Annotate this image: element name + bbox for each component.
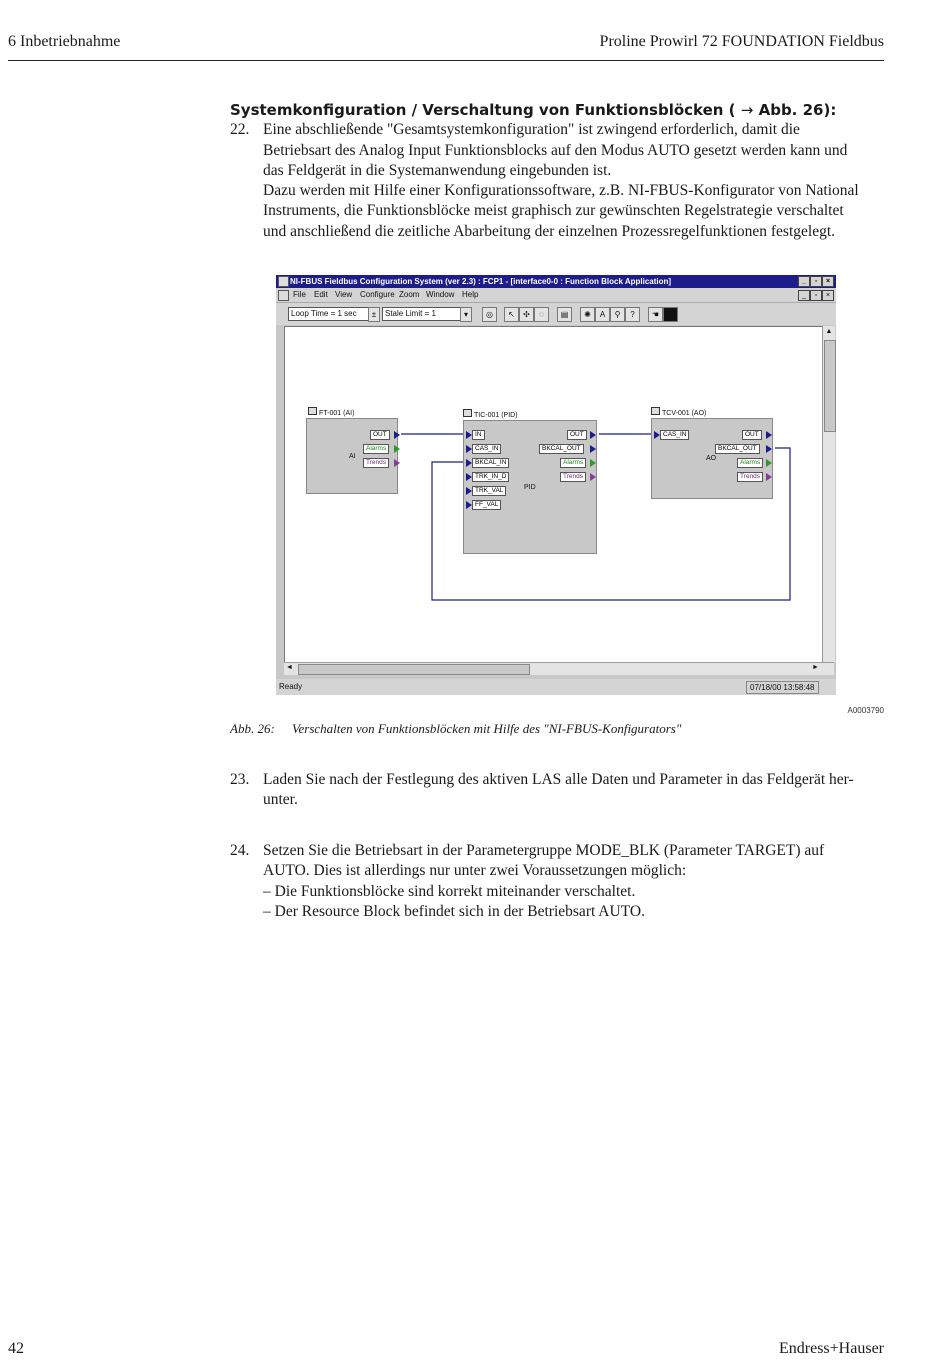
- app-icon: [278, 276, 289, 287]
- figure-label: Abb. 26:: [230, 721, 275, 736]
- step-number: 24.: [230, 842, 250, 859]
- port-arrow-icon: [394, 431, 400, 439]
- status-text: Ready: [279, 682, 303, 691]
- step-line: unter.: [263, 791, 298, 809]
- horizontal-scrollbar[interactable]: [284, 662, 834, 675]
- block-tcv-001[interactable]: [651, 418, 773, 499]
- block-type-label: AO: [706, 455, 717, 462]
- block-tic-title: TIC-001 (PID): [463, 409, 518, 419]
- function-block-canvas[interactable]: [284, 326, 824, 664]
- text-icon[interactable]: A: [595, 307, 610, 322]
- header-chapter: 6 Inbetriebnahme: [8, 33, 121, 50]
- block-tic-001[interactable]: [463, 420, 597, 554]
- port-trends[interactable]: Trends: [737, 472, 763, 482]
- block-ft-001[interactable]: [306, 418, 398, 494]
- block-ft-title: FT-001 (AI): [308, 407, 354, 417]
- block-icon: [651, 407, 660, 415]
- loop-time-select[interactable]: Loop Time = 1 sec: [288, 307, 370, 321]
- port-trk-in-d[interactable]: TRK_IN_D: [472, 472, 509, 482]
- step-line: und anschließend die zeitliche Abarbeitung der einzelnen Prozessregelfunktionen festgelegt.: [263, 222, 836, 240]
- header-product: Proline Prowirl 72 FOUNDATION Fieldbus: [599, 33, 884, 50]
- figure-caption: Verschalten von Funktionsblöcken mit Hilfe des "NI-FBUS-Konfigurators": [292, 721, 682, 736]
- port-trends[interactable]: Trends: [560, 472, 586, 482]
- port-out[interactable]: OUT: [742, 430, 762, 440]
- step-23: [230, 770, 885, 811]
- step-line: Betriebsart des Analog Input Funktionsblocks auf den Modus AUTO gesetzt werden kann und: [263, 141, 848, 159]
- footer-brand: Endress+Hauser: [779, 1340, 884, 1357]
- step-line: Setzen Sie die Betriebsart in der Parametergruppe MODE_BLK (Parameter TARGET) auf: [263, 842, 825, 859]
- port-arrow-icon: [766, 459, 772, 467]
- block-tcv-title: TCV-001 (AO): [651, 407, 706, 417]
- menu-bar: [276, 288, 836, 302]
- step-line: Instruments, die Funktionsblöcke meist graphisch zur gewünschten Regelstrategie verschaltet: [263, 202, 844, 220]
- port-arrow-icon: [766, 431, 772, 439]
- port-arrow-icon: [590, 473, 596, 481]
- dropdown-icon[interactable]: ▾: [460, 307, 472, 322]
- step-line: AUTO. Dies ist allerdings nur unter zwei Voraussetzungen möglich:: [263, 862, 687, 880]
- stop-icon[interactable]: [663, 307, 678, 322]
- step-24-block: [230, 841, 885, 922]
- port-out[interactable]: OUT: [567, 430, 587, 440]
- menu-view[interactable]: View: [335, 290, 353, 299]
- help-icon[interactable]: ?: [625, 307, 640, 322]
- port-cas-in[interactable]: CAS_IN: [472, 444, 501, 454]
- zoom-icon[interactable]: ⚲: [610, 307, 625, 322]
- port-arrow-icon: [766, 445, 772, 453]
- scroll-thumb[interactable]: [824, 340, 836, 432]
- menu-edit[interactable]: Edit: [314, 290, 328, 299]
- step-line: Laden Sie nach der Festlegung des aktiven LAS alle Daten und Parameter in das Feldgerät her-: [263, 771, 854, 788]
- step-line: das Feldgerät in die Systemanwendung eingebunden ist.: [263, 161, 612, 179]
- scroll-right-icon[interactable]: ►: [812, 664, 819, 671]
- step-line: Dazu werden mit Hilfe einer Konfigurationssoftware, z.B. NI-FBUS-Konfigurator von National: [263, 182, 859, 200]
- section-heading: [230, 100, 885, 120]
- stale-limit-select[interactable]: Stale Limit = 1: [382, 307, 462, 321]
- port-arrow-icon: [590, 431, 596, 439]
- block-icon: [308, 407, 317, 415]
- minimize-icon[interactable]: _: [798, 276, 810, 287]
- port-arrow-icon: [590, 459, 596, 467]
- print-icon[interactable]: ▤: [557, 307, 572, 322]
- download-icon[interactable]: ◎: [482, 307, 497, 322]
- port-arrow-icon: [766, 473, 772, 481]
- step-24: [230, 841, 885, 922]
- port-bkcal-out[interactable]: BKCAL_OUT: [539, 444, 584, 454]
- port-arrow-icon: [394, 445, 400, 453]
- section-heading-text: Systemkonfiguration / Verschaltung von Funktionsblöcken (: [230, 101, 736, 119]
- port-bkcal-in[interactable]: BKCAL_IN: [472, 458, 509, 468]
- block-type-label: AI: [349, 453, 356, 460]
- status-timestamp: 07/18/00 13:58:48: [746, 681, 819, 694]
- port-in[interactable]: IN: [472, 430, 485, 440]
- step-number: 22.: [230, 121, 250, 139]
- port-arrow-icon: [394, 459, 400, 467]
- arrow-right-icon: →: [740, 101, 754, 119]
- step-number: 23.: [230, 771, 250, 788]
- window-title: NI-FBUS Fieldbus Configuration System (ver 2.3) : FCP1 - [interface0-0 : Function Block Application]: [290, 277, 672, 286]
- spin-icon[interactable]: ±: [368, 307, 380, 322]
- port-arrow-icon: [590, 445, 596, 453]
- page-number: 42: [8, 1340, 24, 1357]
- vertical-scrollbar[interactable]: [822, 326, 835, 662]
- port-cas-in[interactable]: CAS_IN: [660, 430, 689, 440]
- step-line: – Der Resource Block befindet sich in der Betriebsart AUTO.: [263, 902, 645, 920]
- window-titlebar: [276, 275, 836, 288]
- child-minimize-icon[interactable]: _: [798, 290, 810, 301]
- restore-icon[interactable]: ▫: [810, 276, 822, 287]
- lasso-icon[interactable]: ◌: [534, 307, 549, 322]
- port-bkcal-out[interactable]: BKCAL_OUT: [715, 444, 760, 454]
- scroll-thumb[interactable]: [298, 664, 530, 675]
- child-restore-icon[interactable]: ▫: [810, 290, 822, 301]
- port-out[interactable]: OUT: [370, 430, 390, 440]
- menu-file[interactable]: File: [293, 290, 306, 299]
- connect-icon[interactable]: ✣: [519, 307, 534, 322]
- step-line: Eine abschließende "Gesamtsystemkonfiguration" ist zwingend erforderlich, damit die: [263, 121, 800, 139]
- pointer-icon[interactable]: ↖: [504, 307, 519, 322]
- figure-id: A0003790: [847, 706, 884, 715]
- menu-window[interactable]: Window: [426, 290, 455, 299]
- step-line: – Die Funktionsblöcke sind korrekt miteinander verschaltet.: [263, 882, 636, 900]
- child-close-icon[interactable]: ×: [822, 290, 834, 301]
- step-22: [230, 120, 885, 242]
- menu-configure[interactable]: Configure: [360, 290, 395, 299]
- section-heading-ref: Abb. 26):: [758, 101, 837, 119]
- port-alarms[interactable]: Alarms: [363, 444, 389, 454]
- scroll-up-icon[interactable]: ▲: [825, 328, 833, 335]
- menu-zoom[interactable]: Zoom: [399, 290, 420, 299]
- port-trk-val[interactable]: TRK_VAL: [472, 486, 506, 496]
- block-icon: [463, 409, 472, 417]
- document-icon: [278, 290, 289, 301]
- scroll-left-icon[interactable]: ◄: [286, 664, 293, 671]
- settings-icon[interactable]: ✺: [580, 307, 595, 322]
- menu-help[interactable]: Help: [462, 290, 479, 299]
- section-block: [230, 100, 885, 242]
- close-icon[interactable]: ×: [822, 276, 834, 287]
- port-ff-val[interactable]: FF_VAL: [472, 500, 501, 510]
- block-type-label: PID: [524, 484, 536, 491]
- header-rule: [8, 60, 884, 61]
- port-alarms[interactable]: Alarms: [560, 458, 586, 468]
- status-bar: [276, 679, 836, 695]
- step-23-block: [230, 770, 885, 811]
- port-trends[interactable]: Trends: [363, 458, 389, 468]
- port-alarms[interactable]: Alarms: [737, 458, 763, 468]
- configurator-screenshot: [276, 275, 836, 695]
- hand-icon[interactable]: ☚: [648, 307, 663, 322]
- toolbar: [276, 302, 836, 325]
